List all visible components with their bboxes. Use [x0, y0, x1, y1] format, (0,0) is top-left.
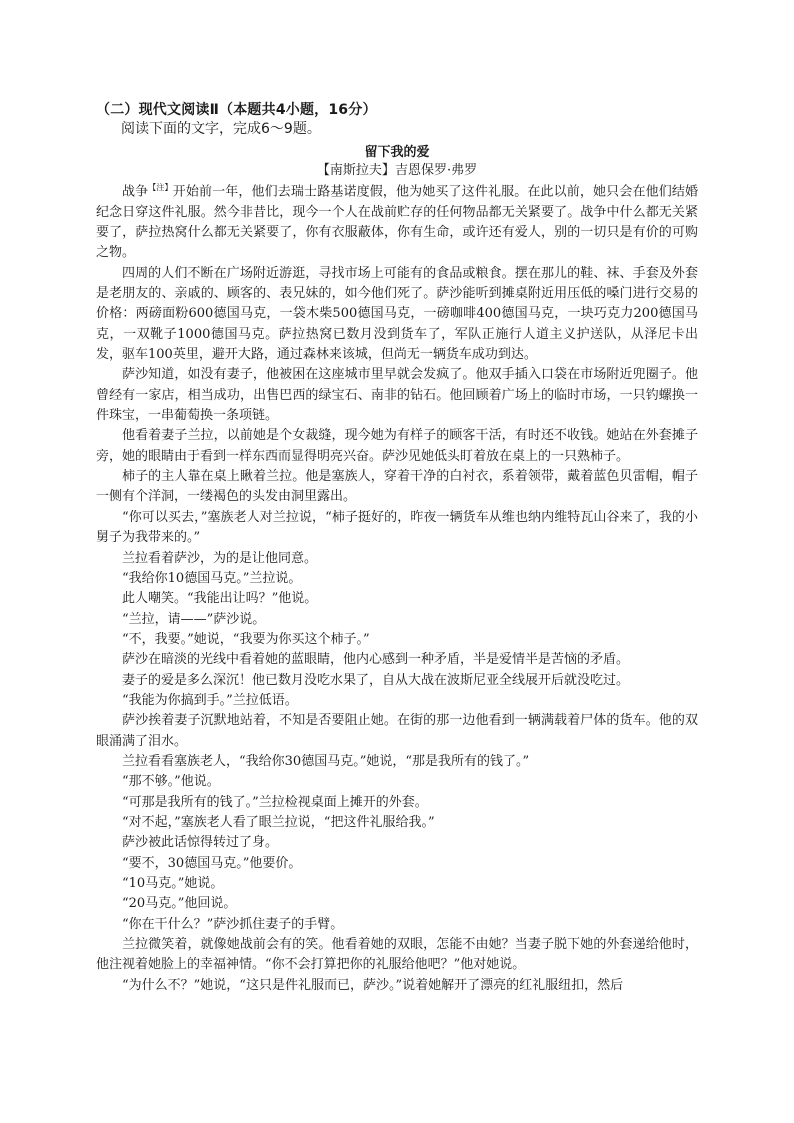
paragraph-15: 萨沙挨着妻子沉默地站着，不知是否要阻止她。在街的那一边他看到一辆满载着尸体的货车。他的双眼涌满了泪水。: [96, 713, 698, 749]
paragraph-14: “我能为你搞到手。”兰拉低语。: [122, 692, 298, 708]
author-nationality: 【南斯拉夫】: [316, 163, 395, 178]
paragraph-6: “你可以买去，”塞族老人对兰拉说，“柿子挺好的，昨夜一辆货车从维也纳内维特瓦山谷来了，我的小舅子为我带来的。”: [96, 509, 698, 546]
story-author: [0, 159, 794, 178]
paragraph-22: “10马克。”她说。: [122, 876, 224, 892]
paragraph-21: “要不，30德国马克。”他要价。: [122, 855, 302, 871]
paragraph-20: 萨沙被此话惊得转过了身。: [122, 835, 279, 851]
paragraph-10: “兰拉，请——”萨沙说。: [122, 611, 266, 627]
paragraph-lead: 战争: [122, 184, 149, 200]
paragraph-text: 开始前一年，他们去瑞士路基诺度假，他为她买了这件礼服。在此以前，她只会在他们结婚纪念日穿这件礼服。然今非昔比，现今一个人在战前贮存的任何物品都无关紧要了。战争中什么都无关紧要了，萨拉热窝什么都无关紧要了，你有衣服蔽体，你有生命，或许还有爱人，别的一切只是有价的可购之物。: [96, 184, 698, 261]
paragraph-5: 柿子的主人靠在桌上瞅着兰拉。他是塞族人，穿着干净的白衬衣，系着领带，戴着蓝色贝雷帽，帽子一侧有个洋洞，一缕褐色的头发由洞里露出。: [96, 469, 698, 505]
paragraph-8: “我给你10德国马克。”兰拉说。: [122, 570, 302, 586]
paragraph-24: “你在干什么？”萨沙抓住妻子的手臂。: [122, 916, 344, 932]
paragraph-1: [96, 178, 698, 264]
paragraph-19: “对不起，”塞族老人看了眼兰拉说，“把这件礼服给我。”: [122, 814, 435, 830]
paragraph-17: “那不够。”他说。: [122, 774, 220, 790]
paragraph-2: 四周的人们不断在广场附近游逛，寻找市场上可能有的食品或粮食。摆在那儿的鞋、袜、手套及外套是老朋友的、亲戚的、顾客的、表兄妹的，如今他们死了。萨沙能听到摊桌附近用压低的嗓门进行交易的价格：两磅面粉600德国马克，一袋木柴500德国马克，一磅咖啡400德国马克，一块巧克力200德国马克，一双靴子1000德国马克。萨拉热窝已数月没到货车了，军队正施行人道主义护送队，从泽尼卡出发，驱车100英里，避开大路，通过森林来该城，但尚无一辆货车成功到达。: [96, 265, 698, 363]
paragraph-16: 兰拉看看塞族老人，“我给你30德国马克。”她说，“那是我所有的钱了。”: [122, 753, 530, 769]
paragraph-23: “20马克。”他回说。: [122, 896, 237, 912]
paragraph-18: “可那是我所有的钱了。”兰拉检视桌面上摊开的外套。: [122, 794, 428, 810]
paragraph-3: 萨沙知道，如没有妻子，他被困在这座城市里早就会发疯了。他双手插入口袋在市场附近兜圈子。他曾经有一家店，相当成功，出售巴西的绿宝石、南非的钻石。他回顾着广场上的临时市场，一只钓螺换一件珠宝，一串葡萄换一条项链。: [96, 367, 698, 424]
footnote-mark: 【注】: [148, 183, 173, 192]
paragraph-26: “为什么不？”她说，“这只是件礼服而已，萨沙。”说着她解开了漂亮的红礼服纽扣，然后: [122, 977, 624, 993]
story-body: [96, 178, 698, 996]
reading-instruction: 阅读下面的文字，完成6～9题。: [121, 121, 321, 137]
paragraph-11: “不，我要。”她说，“我要为你买这个柿子。”: [122, 631, 370, 647]
section-heading: （二）现代文阅读Ⅱ（本题共4小题，16分）: [96, 102, 377, 118]
paragraph-4: 他看着妻子兰拉，以前她是个女裁缝，现今她为有样子的顾客干活，有时还不收钱。她站在外套摊子旁，她的眼睛由于看到一样东西而显得明亮兴奋。萨沙见她低头盯着放在桌上的一只熟柿子。: [96, 428, 698, 464]
paragraph-25: 兰拉微笑着，就像她战前会有的笑。他看着她的双眼，怎能不由她？当妻子脱下她的外套递给他时，他注视着她脸上的幸福神情。“你不会打算把你的礼服给他吧？”他对她说。: [96, 937, 698, 973]
paragraph-13: 妻子的爱是多么深沉！他已数月没吃水果了，自从大战在波斯尼亚全线展开后就没吃过。: [122, 672, 630, 688]
paragraph-7: 兰拉看着萨沙，为的是让他同意。: [122, 550, 318, 566]
story-title: 留下我的爱: [364, 145, 430, 160]
paragraph-12: 萨沙在暗淡的光线中看着她的蓝眼睛，他内心感到一种矛盾，半是爱情半是苦恼的矛盾。: [122, 652, 630, 668]
author-name: 吉恩保罗·弗罗: [394, 163, 478, 178]
paragraph-9: 此人嘲笑。“我能出让吗？”他说。: [122, 591, 318, 607]
